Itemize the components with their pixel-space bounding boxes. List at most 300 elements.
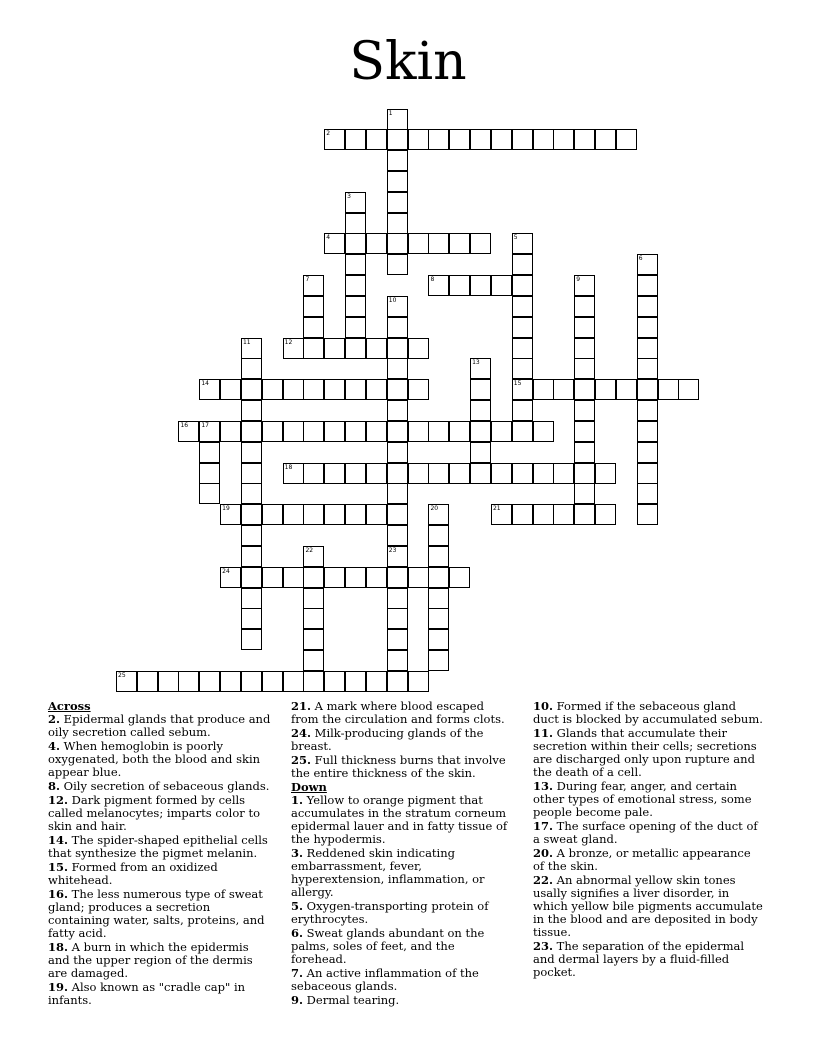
- grid-cell[interactable]: [408, 338, 429, 359]
- grid-cell[interactable]: [199, 442, 220, 463]
- clues-column-3: [533, 700, 765, 980]
- grid-cell[interactable]: [512, 358, 533, 379]
- down-clue: [533, 847, 765, 873]
- grid-cell[interactable]: [428, 525, 449, 546]
- clue-text: Sweat glands abundant on the palms, soles of feet, and the forehead.: [291, 926, 485, 966]
- grid-cell[interactable]: [491, 129, 512, 150]
- grid-cell[interactable]: [366, 504, 387, 525]
- grid-cell[interactable]: [137, 671, 158, 692]
- grid-cell[interactable]: [262, 379, 283, 400]
- grid-cell[interactable]: [533, 129, 554, 150]
- grid-cell[interactable]: [637, 463, 658, 484]
- grid-cell[interactable]: [241, 483, 262, 504]
- grid-cell[interactable]: [366, 338, 387, 359]
- grid-cell[interactable]: [199, 379, 220, 400]
- grid-cell[interactable]: [512, 338, 533, 359]
- clue-number: 6.: [291, 926, 304, 940]
- grid-cell[interactable]: [262, 421, 283, 442]
- grid-cell[interactable]: [574, 483, 595, 504]
- grid-cell[interactable]: [428, 650, 449, 671]
- grid-cell[interactable]: [449, 463, 470, 484]
- clue-number: 8.: [48, 779, 61, 793]
- grid-cell[interactable]: [470, 358, 491, 379]
- clue-number: 20.: [533, 846, 554, 860]
- grid-cell[interactable]: [637, 421, 658, 442]
- grid-cell[interactable]: [178, 671, 199, 692]
- grid-cell[interactable]: [303, 650, 324, 671]
- grid-cell[interactable]: [533, 379, 554, 400]
- grid-cell[interactable]: [428, 629, 449, 650]
- grid-cell[interactable]: [637, 442, 658, 463]
- cell-number: 6: [638, 255, 643, 263]
- grid-cell[interactable]: [574, 317, 595, 338]
- grid-cell[interactable]: [324, 504, 345, 525]
- grid-cell[interactable]: [366, 129, 387, 150]
- grid-cell[interactable]: [366, 421, 387, 442]
- across-clue: [48, 794, 273, 833]
- grid-cell[interactable]: [283, 671, 304, 692]
- grid-cell[interactable]: [449, 421, 470, 442]
- grid-cell[interactable]: [428, 233, 449, 254]
- across-clue: [48, 861, 273, 887]
- grid-cell[interactable]: [241, 400, 262, 421]
- across-clue: [48, 888, 273, 940]
- grid-cell[interactable]: [574, 129, 595, 150]
- down-clue: [291, 900, 513, 926]
- clue-text: The separation of the epidermal and dermal layers by a fluid-filled pocket.: [533, 939, 745, 979]
- grid-cell[interactable]: [491, 463, 512, 484]
- grid-cell[interactable]: [428, 421, 449, 442]
- grid-cell[interactable]: [595, 463, 616, 484]
- grid-cell[interactable]: [637, 400, 658, 421]
- grid-cell[interactable]: [574, 504, 595, 525]
- grid-cell[interactable]: [408, 671, 429, 692]
- clues-column-2: [291, 700, 513, 1008]
- cell-number: 9: [576, 276, 581, 284]
- grid-cell[interactable]: [470, 233, 491, 254]
- across-clue: [291, 754, 513, 780]
- grid-cell[interactable]: [158, 671, 179, 692]
- grid-cell[interactable]: [678, 379, 699, 400]
- down-clue: [533, 874, 765, 939]
- grid-cell[interactable]: [470, 275, 491, 296]
- cell-number: 14: [201, 380, 209, 388]
- grid-cell[interactable]: [303, 421, 324, 442]
- grid-cell[interactable]: [637, 254, 658, 275]
- grid-cell[interactable]: [616, 379, 637, 400]
- across-clue: [48, 713, 273, 739]
- grid-cell[interactable]: [241, 421, 262, 442]
- grid-cell[interactable]: [553, 379, 574, 400]
- grid-cell[interactable]: [533, 463, 554, 484]
- cell-number: 15: [513, 380, 522, 388]
- grid-cell[interactable]: [387, 442, 408, 463]
- grid-cell[interactable]: [199, 421, 220, 442]
- cell-number: 3: [347, 192, 351, 200]
- grid-cell[interactable]: [553, 504, 574, 525]
- down-clue: [291, 994, 513, 1007]
- grid-cell[interactable]: [303, 629, 324, 650]
- cell-number: 10: [388, 296, 397, 304]
- grid-cell[interactable]: [428, 275, 449, 296]
- across-clue: [291, 727, 513, 753]
- grid-cell[interactable]: [449, 275, 470, 296]
- clue-number: 1.: [291, 793, 304, 807]
- clue-number: 23.: [533, 939, 554, 953]
- grid-cell[interactable]: [387, 588, 408, 609]
- grid-cell[interactable]: [262, 567, 283, 588]
- grid-cell[interactable]: [387, 192, 408, 213]
- across-heading: Across: [48, 699, 91, 713]
- grid-cell[interactable]: [595, 379, 616, 400]
- grid-cell[interactable]: [470, 421, 491, 442]
- clue-number: 5.: [291, 899, 304, 913]
- grid-cell[interactable]: [366, 233, 387, 254]
- grid-cell[interactable]: [408, 129, 429, 150]
- grid-cell[interactable]: [199, 671, 220, 692]
- clue-number: 15.: [48, 860, 69, 874]
- grid-cell[interactable]: [387, 109, 408, 130]
- grid-cell[interactable]: [637, 317, 658, 338]
- grid-cell[interactable]: [449, 233, 470, 254]
- grid-cell[interactable]: [428, 567, 449, 588]
- grid-cell[interactable]: [241, 442, 262, 463]
- grid-cell[interactable]: [491, 421, 512, 442]
- grid-cell[interactable]: [241, 338, 262, 359]
- grid-cell[interactable]: [637, 483, 658, 504]
- grid-cell[interactable]: [512, 275, 533, 296]
- grid-cell[interactable]: [470, 463, 491, 484]
- down-clue: [533, 727, 765, 779]
- clue-text: The less numerous type of sweat gland; produces a secretion containing water, salts, proteins, and fatty acid.: [48, 887, 265, 940]
- grid-cell[interactable]: [303, 338, 324, 359]
- grid-cell[interactable]: [324, 421, 345, 442]
- down-clue: [533, 940, 765, 979]
- grid-cell[interactable]: [283, 421, 304, 442]
- grid-cell[interactable]: [387, 213, 408, 234]
- clue-number: 17.: [533, 819, 554, 833]
- grid-cell[interactable]: [574, 275, 595, 296]
- grid-cell[interactable]: [428, 463, 449, 484]
- grid-cell[interactable]: [637, 379, 658, 400]
- grid-cell[interactable]: [512, 400, 533, 421]
- clue-text: Dermal tearing.: [303, 993, 400, 1007]
- down-clue: [533, 780, 765, 819]
- grid-cell[interactable]: [345, 296, 366, 317]
- clue-text: Oxygen-transporting protein of erythrocytes.: [291, 899, 489, 926]
- grid-cell[interactable]: [470, 442, 491, 463]
- grid-cell[interactable]: [387, 150, 408, 171]
- grid-cell[interactable]: [324, 567, 345, 588]
- grid-cell[interactable]: [387, 296, 408, 317]
- grid-cell[interactable]: [574, 296, 595, 317]
- grid-cell[interactable]: [512, 129, 533, 150]
- grid-cell[interactable]: [241, 463, 262, 484]
- grid-cell[interactable]: [574, 338, 595, 359]
- grid-cell[interactable]: [345, 129, 366, 150]
- across-clue: [48, 834, 273, 860]
- grid-cell[interactable]: [512, 254, 533, 275]
- grid-cell[interactable]: [220, 379, 241, 400]
- grid-cell[interactable]: [512, 233, 533, 254]
- grid-cell[interactable]: [366, 567, 387, 588]
- clue-text: The surface opening of the duct of a sweat gland.: [533, 819, 758, 846]
- grid-cell[interactable]: [574, 463, 595, 484]
- grid-cell[interactable]: [241, 379, 262, 400]
- grid-cell[interactable]: [303, 546, 324, 567]
- clue-number: 9.: [291, 993, 304, 1007]
- grid-cell[interactable]: [303, 504, 324, 525]
- grid-cell[interactable]: [387, 608, 408, 629]
- grid-cell[interactable]: [387, 171, 408, 192]
- grid-cell[interactable]: [387, 317, 408, 338]
- grid-cell[interactable]: [324, 129, 345, 150]
- grid-cell[interactable]: [387, 567, 408, 588]
- grid-cell[interactable]: [303, 608, 324, 629]
- grid-cell[interactable]: [303, 275, 324, 296]
- cell-number: 17: [201, 421, 209, 429]
- clue-text: Dark pigment formed by cells called melanocytes; imparts color to skin and hair.: [48, 793, 260, 833]
- grid-cell[interactable]: [241, 358, 262, 379]
- grid-cell[interactable]: [533, 504, 554, 525]
- grid-cell[interactable]: [345, 567, 366, 588]
- grid-cell[interactable]: [574, 358, 595, 379]
- grid-cell[interactable]: [241, 671, 262, 692]
- grid-cell[interactable]: [324, 233, 345, 254]
- grid-cell[interactable]: [283, 338, 304, 359]
- grid-cell[interactable]: [366, 463, 387, 484]
- grid-cell[interactable]: [512, 421, 533, 442]
- cell-number: 20: [430, 505, 439, 513]
- cell-number: 5: [513, 234, 518, 242]
- clue-number: 12.: [48, 793, 69, 807]
- clue-text: When hemoglobin is poorly oxygenated, both the blood and skin appear blue.: [48, 739, 261, 779]
- grid-cell[interactable]: [345, 317, 366, 338]
- cell-number: 8: [430, 276, 435, 284]
- grid-cell[interactable]: [574, 421, 595, 442]
- grid-cell[interactable]: [199, 463, 220, 484]
- grid-cell[interactable]: [387, 650, 408, 671]
- clue-text: Full thickness burns that involve the entire thickness of the skin.: [291, 753, 506, 780]
- down-clue: [533, 820, 765, 846]
- grid-cell[interactable]: [241, 629, 262, 650]
- grid-cell[interactable]: [408, 567, 429, 588]
- grid-cell[interactable]: [574, 442, 595, 463]
- grid-cell[interactable]: [303, 588, 324, 609]
- grid-cell[interactable]: [366, 379, 387, 400]
- grid-cell[interactable]: [366, 671, 387, 692]
- grid-cell[interactable]: [387, 483, 408, 504]
- grid-cell[interactable]: [595, 504, 616, 525]
- cell-number: 11: [242, 338, 251, 346]
- cell-number: 4: [326, 234, 331, 242]
- down-clue: [291, 967, 513, 993]
- clue-text: Reddened skin indicating embarrassment, fever, hyperextension, inflammation, or allergy.: [291, 846, 485, 899]
- grid-cell[interactable]: [574, 379, 595, 400]
- page-title: Skin: [349, 32, 467, 92]
- clue-text: Formed from an oxidized whitehead.: [48, 860, 218, 887]
- across-clue: [48, 740, 273, 779]
- clue-text: During fear, anger, and certain other types of emotional stress, some people become pale.: [533, 779, 752, 819]
- cell-number: 24: [222, 567, 230, 575]
- clue-text: Oily secretion of sebaceous glands.: [60, 779, 270, 793]
- clue-number: 3.: [291, 846, 304, 860]
- grid-cell[interactable]: [241, 504, 262, 525]
- grid-cell[interactable]: [449, 567, 470, 588]
- grid-cell[interactable]: [616, 129, 637, 150]
- grid-cell[interactable]: [241, 608, 262, 629]
- grid-cell[interactable]: [303, 379, 324, 400]
- grid-cell[interactable]: [387, 504, 408, 525]
- clue-text: An active inflammation of the sebaceous glands.: [291, 966, 479, 993]
- down-clue: [291, 794, 513, 846]
- grid-cell[interactable]: [533, 421, 554, 442]
- clue-text: A bronze, or metallic appearance of the skin.: [533, 846, 751, 873]
- grid-cell[interactable]: [470, 129, 491, 150]
- grid-cell[interactable]: [408, 233, 429, 254]
- grid-cell[interactable]: [241, 525, 262, 546]
- grid-cell[interactable]: [637, 296, 658, 317]
- grid-cell[interactable]: [512, 504, 533, 525]
- grid-cell[interactable]: [428, 588, 449, 609]
- grid-cell[interactable]: [199, 483, 220, 504]
- grid-cell[interactable]: [387, 338, 408, 359]
- clue-number: 14.: [48, 833, 69, 847]
- grid-cell[interactable]: [345, 421, 366, 442]
- grid-cell[interactable]: [470, 400, 491, 421]
- grid-cell[interactable]: [387, 129, 408, 150]
- clue-number: 4.: [48, 739, 61, 753]
- grid-cell[interactable]: [428, 129, 449, 150]
- clue-text: Formed if the sebaceous gland duct is blocked by accumulated sebum.: [533, 699, 763, 726]
- grid-cell[interactable]: [345, 504, 366, 525]
- grid-cell[interactable]: [241, 567, 262, 588]
- down-clue: [291, 927, 513, 966]
- clue-text: Yellow to orange pigment that accumulates in the stratum corneum epidermal lauer and in fatty tissue of the hypodermis.: [291, 793, 508, 846]
- clue-number: 11.: [533, 726, 554, 740]
- clue-number: 24.: [291, 726, 312, 740]
- grid-cell[interactable]: [220, 504, 241, 525]
- grid-cell[interactable]: [303, 671, 324, 692]
- grid-cell[interactable]: [220, 421, 241, 442]
- clue-text: Glands that accumulate their secretion within their cells; secretions are discharged only upon rupture and the death of a cell.: [533, 726, 757, 779]
- grid-cell[interactable]: [283, 567, 304, 588]
- grid-cell[interactable]: [491, 275, 512, 296]
- grid-cell[interactable]: [262, 671, 283, 692]
- grid-cell[interactable]: [574, 400, 595, 421]
- grid-cell[interactable]: [658, 379, 679, 400]
- grid-cell[interactable]: [553, 463, 574, 484]
- grid-cell[interactable]: [387, 358, 408, 379]
- grid-cell[interactable]: [387, 629, 408, 650]
- grid-cell[interactable]: [387, 400, 408, 421]
- cell-number: 2: [326, 130, 331, 138]
- grid-cell[interactable]: [345, 463, 366, 484]
- grid-cell[interactable]: [553, 129, 574, 150]
- grid-cell[interactable]: [512, 379, 533, 400]
- grid-cell[interactable]: [345, 213, 366, 234]
- grid-cell[interactable]: [345, 233, 366, 254]
- down-heading: Down: [291, 780, 327, 794]
- grid-cell[interactable]: [345, 379, 366, 400]
- grid-cell[interactable]: [637, 275, 658, 296]
- grid-cell[interactable]: [387, 254, 408, 275]
- clue-number: 7.: [291, 966, 304, 980]
- grid-cell[interactable]: [220, 567, 241, 588]
- clue-text: Epidermal glands that produce and oily secretion called sebum.: [48, 712, 271, 739]
- grid-cell[interactable]: [428, 546, 449, 567]
- grid-cell[interactable]: [345, 671, 366, 692]
- grid-cell[interactable]: [491, 504, 512, 525]
- grid-cell[interactable]: [345, 275, 366, 296]
- cell-number: 7: [305, 276, 310, 284]
- grid-cell[interactable]: [387, 379, 408, 400]
- grid-cell[interactable]: [428, 608, 449, 629]
- cell-number: 1: [388, 109, 393, 117]
- grid-cell[interactable]: [449, 129, 470, 150]
- grid-cell[interactable]: [241, 546, 262, 567]
- grid-cell[interactable]: [387, 463, 408, 484]
- cell-number: 22: [305, 546, 314, 554]
- clue-number: 2.: [48, 712, 61, 726]
- grid-cell[interactable]: [303, 463, 324, 484]
- grid-cell[interactable]: [324, 671, 345, 692]
- across-clue: [291, 700, 513, 726]
- grid-cell[interactable]: [303, 567, 324, 588]
- cell-number: 23: [388, 546, 397, 554]
- grid-cell[interactable]: [637, 358, 658, 379]
- grid-cell[interactable]: [324, 463, 345, 484]
- grid-cell[interactable]: [220, 671, 241, 692]
- grid-cell[interactable]: [283, 463, 304, 484]
- clue-number: 18.: [48, 940, 69, 954]
- clue-number: 21.: [291, 699, 312, 713]
- grid-cell[interactable]: [345, 192, 366, 213]
- grid-cell[interactable]: [470, 379, 491, 400]
- grid-cell[interactable]: [283, 379, 304, 400]
- grid-cell[interactable]: [116, 671, 137, 692]
- grid-cell[interactable]: [408, 379, 429, 400]
- grid-cell[interactable]: [512, 296, 533, 317]
- grid-cell[interactable]: [512, 463, 533, 484]
- grid-cell[interactable]: [637, 338, 658, 359]
- grid-cell[interactable]: [262, 504, 283, 525]
- grid-cell[interactable]: [428, 504, 449, 525]
- grid-cell[interactable]: [387, 525, 408, 546]
- cell-number: 13: [472, 359, 480, 367]
- down-clue: [533, 700, 765, 726]
- grid-cell[interactable]: [387, 671, 408, 692]
- grid-cell[interactable]: [387, 421, 408, 442]
- clue-number: 16.: [48, 887, 69, 901]
- grid-cell[interactable]: [303, 296, 324, 317]
- grid-cell[interactable]: [303, 317, 324, 338]
- grid-cell[interactable]: [637, 504, 658, 525]
- grid-cell[interactable]: [283, 504, 304, 525]
- grid-cell[interactable]: [178, 421, 199, 442]
- grid-cell[interactable]: [408, 421, 429, 442]
- grid-cell[interactable]: [324, 338, 345, 359]
- grid-cell[interactable]: [595, 129, 616, 150]
- grid-cell[interactable]: [512, 317, 533, 338]
- grid-cell[interactable]: [345, 338, 366, 359]
- grid-cell[interactable]: [408, 463, 429, 484]
- grid-cell[interactable]: [345, 254, 366, 275]
- grid-cell[interactable]: [387, 546, 408, 567]
- grid-cell[interactable]: [387, 233, 408, 254]
- grid-cell[interactable]: [241, 588, 262, 609]
- grid-cell[interactable]: [324, 379, 345, 400]
